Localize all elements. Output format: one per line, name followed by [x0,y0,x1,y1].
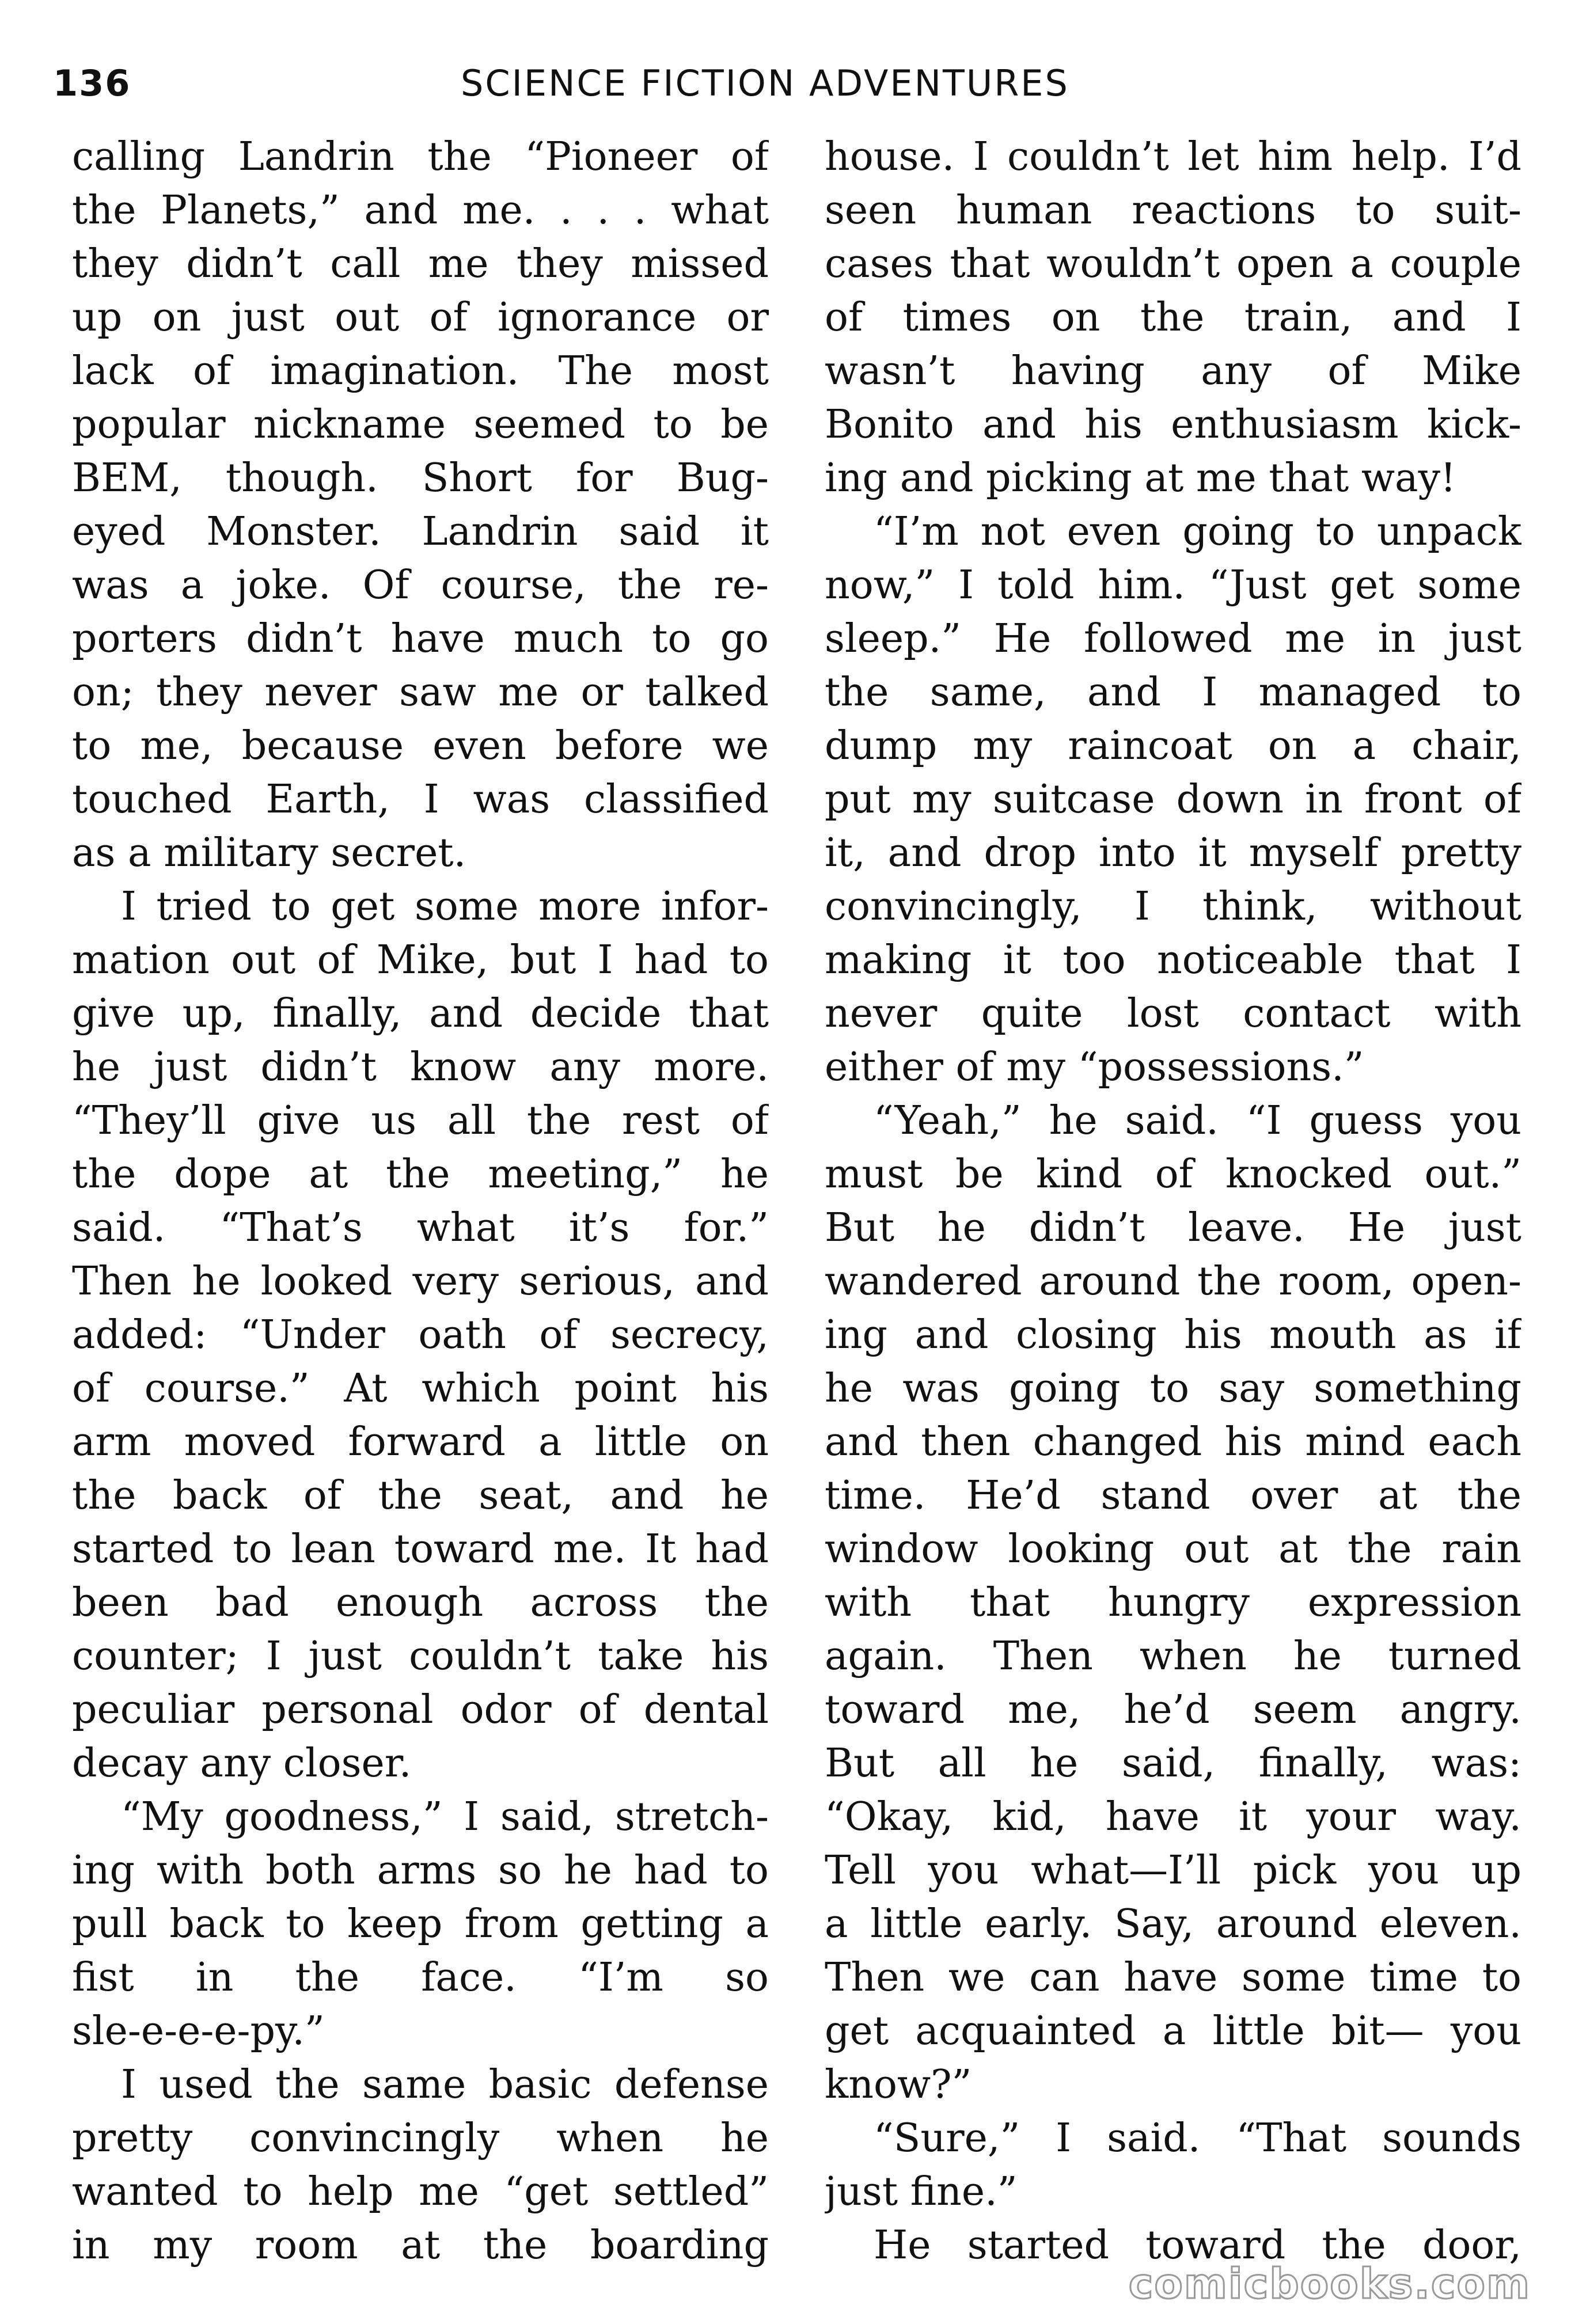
text-line: and then changed his mind each [825,1419,1521,1465]
text-line: now,” I told him. “Just get some [825,563,1521,608]
text-line: wanted to help me “get settled” [72,2169,769,2215]
text-line: Then we can have some time to [825,1955,1521,2000]
text-line: started to lean toward me. It had [72,1526,769,1572]
text-line: must be kind of knocked out.” [825,1152,1521,1197]
text-line: said. “That’s what it’s for.” [72,1205,769,1251]
text-line: the same, and I managed to [825,670,1521,715]
text-line: with that hungry expression [825,1580,1521,1626]
text-line: wasn’t having any of Mike [825,348,1521,394]
text-line: “Sure,” I said. “That sounds [874,2116,1521,2161]
text-line: the Planets,” and me. . . . what [72,188,769,233]
text-column-right [825,130,1521,2272]
text-line: as a military secret. [72,830,466,876]
text-line: “Okay, kid, have it your way. [825,1794,1521,1840]
text-line: a little early. Say, around eleven. [825,1901,1521,1947]
text-line: ing and closing his mouth as if [825,1312,1521,1358]
text-line: he just didn’t know any more. [72,1045,769,1090]
text-line: just fine.” [825,2169,1018,2215]
text-line: convincingly, I think, without [825,884,1521,929]
text-line: sleep.” He followed me in just [825,616,1521,662]
text-line: they didn’t call me they missed [72,241,769,287]
text-line: touched Earth, I was classified [72,777,769,822]
text-line: window looking out at the rain [825,1526,1521,1572]
text-line: of times on the train, and I [825,295,1521,340]
text-line: wandered around the room, open- [825,1259,1521,1304]
text-line: toward me, he’d seem angry. [825,1687,1521,1733]
text-line: pretty convincingly when he [72,2116,769,2161]
text-line: ing and picking at me that way! [825,455,1456,501]
text-line: added: “Under oath of secrecy, [72,1312,769,1358]
text-line: Bonito and his enthusiasm kick- [825,402,1521,447]
text-line: either of my “possessions.” [825,1045,1364,1090]
text-line: mation out of Mike, but I had to [72,937,769,983]
text-line: fist in the face. “I’m so [72,1955,769,2000]
text-line: the dope at the meeting,” he [72,1152,769,1197]
text-line: I tried to get some more infor- [121,884,769,929]
text-line: it, and drop into it myself pretty [825,830,1521,876]
text-line: give up, finally, and decide that [72,991,769,1036]
text-line: on; they never saw me or talked [72,670,769,715]
text-line: calling Landrin the “Pioneer of [72,134,769,180]
text-line: never quite lost contact with [825,991,1521,1036]
text-line: “Yeah,” he said. “I guess you [874,1098,1521,1144]
text-line: cases that wouldn’t open a couple [825,241,1521,287]
text-line: eyed Monster. Landrin said it [72,509,769,555]
text-line: time. He’d stand over at the [825,1473,1521,1518]
text-line: sle-e-e-e-py.” [72,2008,325,2054]
text-line: to me, because even before we [72,723,769,769]
text-line: put my suitcase down in front of [825,777,1521,822]
text-line: making it too noticeable that I [825,937,1521,983]
watermark: comicbooks.com [1128,2260,1531,2308]
text-line: he was going to say something [825,1366,1521,1411]
text-line: again. Then when he turned [825,1634,1521,1679]
text-line: dump my raincoat on a chair, [825,723,1521,769]
text-line: know?” [825,2062,972,2107]
text-line: But all he said, finally, was: [825,1741,1521,1786]
text-line: in my room at the boarding [72,2223,769,2268]
text-line: Then he looked very serious, and [72,1259,769,1304]
page-number: 136 [53,62,131,104]
text-line: of course.” At which point his [72,1366,769,1411]
text-line: was a joke. Of course, the re- [72,563,769,608]
text-line: counter; I just couldn’t take his [72,1634,769,1679]
text-line: get acquainted a little bit— you [825,2008,1521,2054]
text-line: He started toward the door, [874,2223,1521,2268]
text-line: “I’m not even going to unpack [874,509,1521,555]
text-line: popular nickname seemed to be [72,402,769,447]
text-line: arm moved forward a little on [72,1419,769,1465]
text-line: peculiar personal odor of dental [72,1687,769,1733]
text-line: seen human reactions to suit- [825,188,1521,233]
text-line: “They’ll give us all the rest of [72,1098,769,1144]
text-line: I used the same basic defense [121,2062,769,2107]
text-line: Tell you what—I’ll pick you up [825,1848,1521,1893]
text-line: lack of imagination. The most [72,348,769,394]
text-line: pull back to keep from getting a [72,1901,769,1947]
text-line: But he didn’t leave. He just [825,1205,1521,1251]
text-line: decay any closer. [72,1741,412,1786]
running-head: SCIENCE FICTION ADVENTURES [461,62,1069,104]
text-line: up on just out of ignorance or [72,295,769,340]
text-line: porters didn’t have much to go [72,616,769,662]
text-line: “My goodness,” I said, stretch- [121,1794,769,1840]
text-line: been bad enough across the [72,1580,769,1626]
text-line: ing with both arms so he had to [72,1848,769,1893]
text-line: BEM, though. Short for Bug- [72,455,769,501]
text-line: the back of the seat, and he [72,1473,769,1518]
text-column-left [72,130,769,2272]
text-line: house. I couldn’t let him help. I’d [825,134,1521,180]
